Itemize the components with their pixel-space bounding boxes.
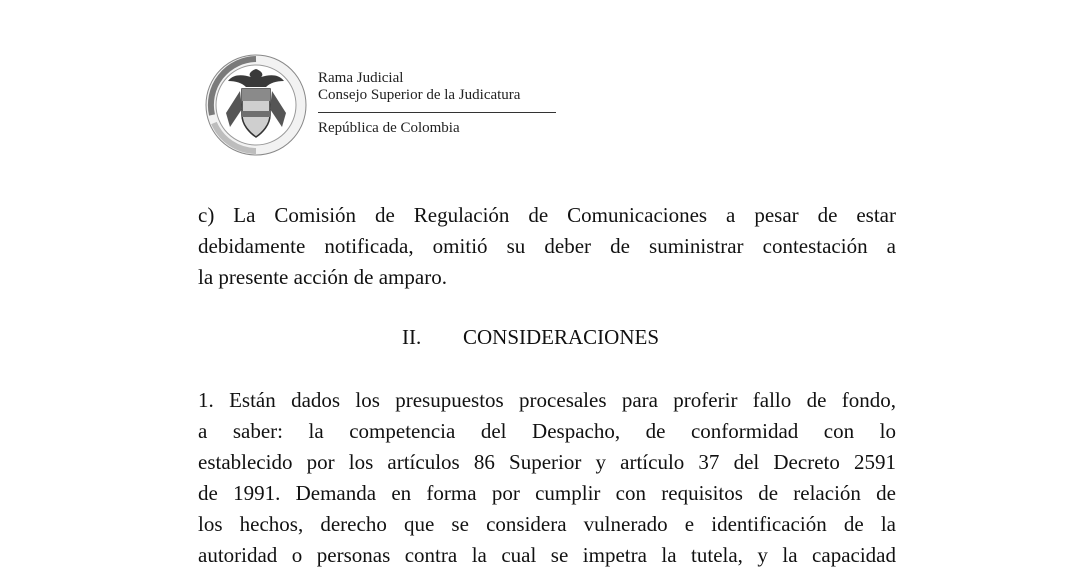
- text-line: establecido por los artículos 86 Superior y artículo 37 del Decreto 2591: [198, 450, 896, 474]
- issuer-block: [318, 70, 558, 136]
- text-line: autoridad o personas contra la cual se impetra la tutela, y la capacidad: [198, 543, 896, 567]
- text-line: los hechos, derecho que se considera vulnerado e identificación de la: [198, 512, 896, 536]
- org-name: Rama Judicial: [318, 70, 404, 86]
- header-divider: [318, 112, 556, 113]
- paragraph-1: [198, 385, 896, 571]
- text-line: 1. Están dados los presupuestos procesales para proferir fallo de fondo,: [198, 388, 896, 412]
- text-line: la presente acción de amparo.: [198, 265, 447, 289]
- section-title: CONSIDERACIONES: [463, 325, 660, 349]
- country-name: República de Colombia: [318, 120, 460, 136]
- text-line: de 1991. Demanda en forma por cumplir con requisitos de relación de: [198, 481, 896, 505]
- text-line: a saber: la competencia del Despacho, de conformidad con lo: [198, 419, 896, 443]
- colombia-coat-of-arms-seal-icon: [204, 53, 308, 157]
- section-number: II.: [402, 325, 422, 349]
- text-line: debidamente notificada, omitió su deber de suministrar contestación a: [198, 234, 896, 258]
- text-line: c) La Comisión de Regulación de Comunicaciones a pesar de estar: [198, 203, 896, 227]
- paragraph-c: [198, 200, 896, 293]
- org-council: Consejo Superior de la Judicatura: [318, 87, 521, 103]
